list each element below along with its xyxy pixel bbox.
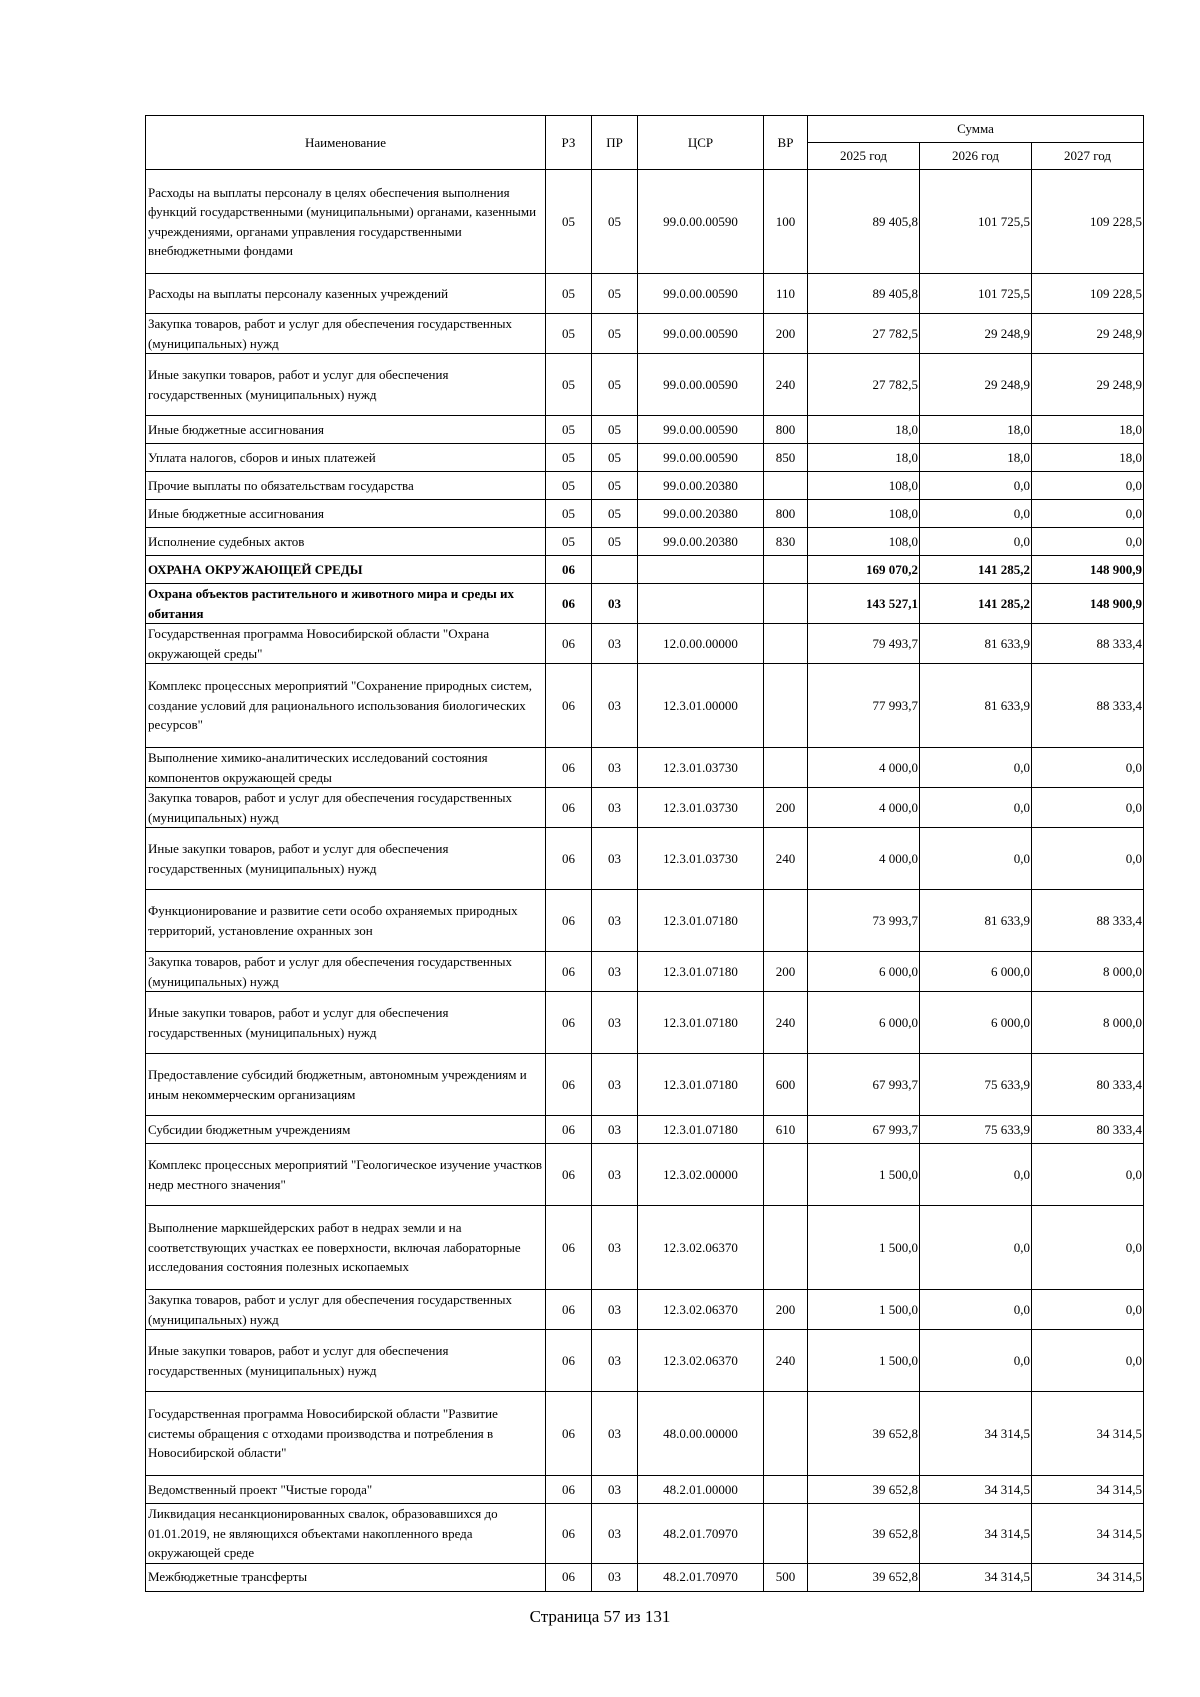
table-cell-2025: 27 782,5 — [808, 314, 920, 354]
table-cell-2026: 0,0 — [920, 1330, 1032, 1392]
header-year-2027: 2027 год — [1032, 143, 1144, 170]
table-row — [146, 556, 1144, 584]
table-cell-pr: 03 — [592, 992, 638, 1054]
table-cell-2026: 0,0 — [920, 1290, 1032, 1330]
table-cell-rz: 05 — [546, 528, 592, 556]
table-cell-csr: 99.0.00.00590 — [638, 274, 764, 314]
table-cell-pr: 03 — [592, 1054, 638, 1116]
table-cell-pr: 03 — [592, 1144, 638, 1206]
table-cell-rz: 06 — [546, 1476, 592, 1504]
table-cell-2025: 1 500,0 — [808, 1144, 920, 1206]
table-cell-name: Выполнение маркшейдерских работ в недрах земли и на соответствующих участках ее поверхности, включая лабораторные исследования состояния полезных ископаемых — [146, 1206, 546, 1290]
table-cell-pr: 05 — [592, 416, 638, 444]
table-cell-csr: 12.3.01.07180 — [638, 992, 764, 1054]
table-cell-name: Закупка товаров, работ и услуг для обеспечения государственных (муниципальных) нужд — [146, 314, 546, 354]
table-row — [146, 444, 1144, 472]
table-row — [146, 788, 1144, 828]
table-cell-vr: 240 — [764, 828, 808, 890]
table-cell-csr: 12.3.02.00000 — [638, 1144, 764, 1206]
table-row — [146, 528, 1144, 556]
table-cell-csr: 12.3.01.07180 — [638, 1054, 764, 1116]
table-cell-name: Межбюджетные трансферты — [146, 1563, 546, 1591]
table-cell-csr: 12.3.02.06370 — [638, 1290, 764, 1330]
table-cell-pr: 05 — [592, 472, 638, 500]
table-cell-name: Предоставление субсидий бюджетным, автономным учреждениям и иным некоммерческим организациям — [146, 1054, 546, 1116]
table-cell-2027: 109 228,5 — [1032, 170, 1144, 274]
table-row — [146, 314, 1144, 354]
header-year-2025: 2025 год — [808, 143, 920, 170]
table-cell-pr: 03 — [592, 624, 638, 664]
table-cell-vr: 610 — [764, 1116, 808, 1144]
page-number: Страница 57 из 131 — [529, 1607, 671, 1626]
table-cell-pr: 03 — [592, 1392, 638, 1476]
table-cell-csr: 99.0.00.20380 — [638, 500, 764, 528]
table-cell-csr: 99.0.00.20380 — [638, 528, 764, 556]
table-cell-2027: 34 314,5 — [1032, 1476, 1144, 1504]
table-cell-2025: 4 000,0 — [808, 828, 920, 890]
table-cell-pr: 05 — [592, 528, 638, 556]
table-cell-2025: 39 652,8 — [808, 1504, 920, 1564]
table-cell-pr: 05 — [592, 274, 638, 314]
table-cell-vr: 830 — [764, 528, 808, 556]
table-cell-2025: 143 527,1 — [808, 584, 920, 624]
table-cell-rz: 06 — [546, 1144, 592, 1206]
table-cell-csr: 12.3.02.06370 — [638, 1330, 764, 1392]
header-year-2026: 2026 год — [920, 143, 1032, 170]
table-cell-vr — [764, 1504, 808, 1564]
table-cell-name: Закупка товаров, работ и услуг для обеспечения государственных (муниципальных) нужд — [146, 1290, 546, 1330]
table-cell-pr: 03 — [592, 748, 638, 788]
table-cell-name: Закупка товаров, работ и услуг для обеспечения государственных (муниципальных) нужд — [146, 952, 546, 992]
table-cell-2027: 88 333,4 — [1032, 664, 1144, 748]
table-cell-name: Иные закупки товаров, работ и услуг для обеспечения государственных (муниципальных) нужд — [146, 354, 546, 416]
table-cell-csr: 12.3.01.03730 — [638, 828, 764, 890]
header-sum: Сумма — [808, 116, 1144, 143]
table-cell-name: Ведомственный проект "Чистые города" — [146, 1476, 546, 1504]
table-cell-vr: 200 — [764, 952, 808, 992]
table-cell-2026: 29 248,9 — [920, 314, 1032, 354]
table-cell-rz: 06 — [546, 1054, 592, 1116]
table-cell-name: Функционирование и развитие сети особо охраняемых природных территорий, установление охранных зон — [146, 890, 546, 952]
table-cell-2026: 0,0 — [920, 500, 1032, 528]
table-cell-rz: 06 — [546, 1392, 592, 1476]
table-row — [146, 1392, 1144, 1476]
table-cell-vr: 800 — [764, 500, 808, 528]
table-cell-2027: 34 314,5 — [1032, 1392, 1144, 1476]
table-cell-csr: 48.2.01.70970 — [638, 1504, 764, 1564]
table-cell-rz: 06 — [546, 624, 592, 664]
table-row — [146, 354, 1144, 416]
table-cell-vr — [764, 664, 808, 748]
table-cell-vr: 240 — [764, 354, 808, 416]
table-cell-vr — [764, 1476, 808, 1504]
table-cell-2027: 0,0 — [1032, 1206, 1144, 1290]
table-cell-csr: 12.3.01.07180 — [638, 952, 764, 992]
table-cell-pr: 05 — [592, 170, 638, 274]
table-cell-pr: 03 — [592, 1290, 638, 1330]
table-cell-2027: 88 333,4 — [1032, 890, 1144, 952]
table-cell-vr: 240 — [764, 1330, 808, 1392]
table-cell-name: Государственная программа Новосибирской области "Развитие системы обращения с отходами производства и потребления в Новосибирской области" — [146, 1392, 546, 1476]
table-cell-2026: 81 633,9 — [920, 624, 1032, 664]
table-cell-csr: 48.2.01.70970 — [638, 1563, 764, 1591]
table-cell-2027: 148 900,9 — [1032, 584, 1144, 624]
table-cell-rz: 05 — [546, 314, 592, 354]
table-cell-vr — [764, 472, 808, 500]
table-cell-name: Комплекс процессных мероприятий "Сохранение природных систем, создание условий для рационального использования биологических ресурсов" — [146, 664, 546, 748]
table-cell-rz: 06 — [546, 664, 592, 748]
table-cell-2025: 79 493,7 — [808, 624, 920, 664]
table-cell-rz: 06 — [546, 1206, 592, 1290]
table-cell-2025: 73 993,7 — [808, 890, 920, 952]
table-cell-vr — [764, 584, 808, 624]
table-cell-pr: 03 — [592, 1563, 638, 1591]
header-pr: ПР — [592, 116, 638, 170]
table-cell-vr: 200 — [764, 1290, 808, 1330]
table-cell-name: Ликвидация несанкционированных свалок, образовавшихся до 01.01.2019, не являющихся объектами накопленного вреда окружающей среде — [146, 1504, 546, 1564]
table-cell-vr: 850 — [764, 444, 808, 472]
table-cell-2025: 89 405,8 — [808, 170, 920, 274]
table-cell-vr — [764, 1206, 808, 1290]
table-cell-rz: 06 — [546, 1563, 592, 1591]
table-cell-vr: 600 — [764, 1054, 808, 1116]
table-cell-2027: 0,0 — [1032, 1330, 1144, 1392]
table-cell-2025: 39 652,8 — [808, 1392, 920, 1476]
table-cell-2027: 109 228,5 — [1032, 274, 1144, 314]
table-cell-csr — [638, 556, 764, 584]
table-cell-2026: 18,0 — [920, 444, 1032, 472]
table-cell-rz: 06 — [546, 890, 592, 952]
header-name: Наименование — [146, 116, 546, 170]
table-cell-2025: 39 652,8 — [808, 1476, 920, 1504]
table-row — [146, 416, 1144, 444]
table-cell-2025: 6 000,0 — [808, 992, 920, 1054]
table-cell-2026: 0,0 — [920, 828, 1032, 890]
table-cell-2027: 34 314,5 — [1032, 1563, 1144, 1591]
table-cell-vr — [764, 624, 808, 664]
table-cell-pr: 03 — [592, 1330, 638, 1392]
table-cell-2025: 6 000,0 — [808, 952, 920, 992]
table-cell-2025: 1 500,0 — [808, 1290, 920, 1330]
table-cell-2026: 0,0 — [920, 472, 1032, 500]
table-cell-rz: 06 — [546, 992, 592, 1054]
table-row — [146, 274, 1144, 314]
table-cell-2025: 169 070,2 — [808, 556, 920, 584]
table-cell-2026: 141 285,2 — [920, 584, 1032, 624]
table-cell-name: Расходы на выплаты персоналу казенных учреждений — [146, 274, 546, 314]
table-cell-2026: 141 285,2 — [920, 556, 1032, 584]
header-rz: РЗ — [546, 116, 592, 170]
table-cell-pr: 05 — [592, 444, 638, 472]
table-cell-name: Иные закупки товаров, работ и услуг для обеспечения государственных (муниципальных) нужд — [146, 1330, 546, 1392]
table-cell-csr: 48.2.01.00000 — [638, 1476, 764, 1504]
table-cell-2026: 34 314,5 — [920, 1392, 1032, 1476]
table-body — [146, 170, 1144, 1592]
table-cell-2026: 101 725,5 — [920, 170, 1032, 274]
table-cell-rz: 06 — [546, 748, 592, 788]
table-cell-2027: 0,0 — [1032, 528, 1144, 556]
table-cell-csr: 12.3.01.07180 — [638, 1116, 764, 1144]
table-cell-2025: 18,0 — [808, 416, 920, 444]
table-cell-2027: 80 333,4 — [1032, 1054, 1144, 1116]
table-cell-2027: 80 333,4 — [1032, 1116, 1144, 1144]
header-vr: ВР — [764, 116, 808, 170]
table-cell-pr: 03 — [592, 664, 638, 748]
table-cell-csr: 12.3.01.03730 — [638, 748, 764, 788]
table-row — [146, 500, 1144, 528]
table-row — [146, 1563, 1144, 1591]
table-cell-csr: 12.3.02.06370 — [638, 1206, 764, 1290]
table-cell-pr: 03 — [592, 952, 638, 992]
table-cell-2025: 39 652,8 — [808, 1563, 920, 1591]
table-cell-2025: 4 000,0 — [808, 748, 920, 788]
table-row — [146, 1116, 1144, 1144]
table-cell-vr — [764, 1392, 808, 1476]
table-cell-name: Государственная программа Новосибирской области "Охрана окружающей среды" — [146, 624, 546, 664]
table-cell-2027: 0,0 — [1032, 828, 1144, 890]
table-row — [146, 1206, 1144, 1290]
table-cell-csr: 12.3.01.03730 — [638, 788, 764, 828]
table-cell-2026: 34 314,5 — [920, 1476, 1032, 1504]
table-cell-pr: 05 — [592, 354, 638, 416]
table-cell-csr: 99.0.00.00590 — [638, 170, 764, 274]
table-cell-2026: 0,0 — [920, 788, 1032, 828]
table-row — [146, 624, 1144, 664]
table-row — [146, 890, 1144, 952]
table-cell-pr: 03 — [592, 788, 638, 828]
table-cell-2026: 81 633,9 — [920, 664, 1032, 748]
table-cell-csr: 99.0.00.00590 — [638, 444, 764, 472]
table-cell-name: Закупка товаров, работ и услуг для обеспечения государственных (муниципальных) нужд — [146, 788, 546, 828]
table-row — [146, 472, 1144, 500]
table-cell-2027: 34 314,5 — [1032, 1504, 1144, 1564]
table-cell-pr: 03 — [592, 890, 638, 952]
table-cell-2025: 27 782,5 — [808, 354, 920, 416]
table-cell-2026: 34 314,5 — [920, 1504, 1032, 1564]
table-cell-pr: 03 — [592, 828, 638, 890]
table-cell-2025: 89 405,8 — [808, 274, 920, 314]
table-cell-rz: 06 — [546, 1504, 592, 1564]
table-cell-rz: 05 — [546, 444, 592, 472]
table-cell-2027: 0,0 — [1032, 1144, 1144, 1206]
table-cell-vr: 110 — [764, 274, 808, 314]
table-row — [146, 1504, 1144, 1564]
table-row — [146, 1290, 1144, 1330]
table-cell-name: Прочие выплаты по обязательствам государства — [146, 472, 546, 500]
table-cell-name: Охрана объектов растительного и животного мира и среды их обитания — [146, 584, 546, 624]
table-cell-2027: 88 333,4 — [1032, 624, 1144, 664]
table-cell-2025: 4 000,0 — [808, 788, 920, 828]
table-cell-2027: 0,0 — [1032, 500, 1144, 528]
table-cell-2027: 18,0 — [1032, 444, 1144, 472]
table-cell-name: Выполнение химико-аналитических исследований состояния компонентов окружающей среды — [146, 748, 546, 788]
table-row — [146, 1144, 1144, 1206]
table-cell-vr: 800 — [764, 416, 808, 444]
table-cell-rz: 06 — [546, 952, 592, 992]
table-cell-vr: 200 — [764, 314, 808, 354]
table-row — [146, 748, 1144, 788]
table-row — [146, 584, 1144, 624]
table-cell-csr: 48.0.00.00000 — [638, 1392, 764, 1476]
table-row — [146, 1330, 1144, 1392]
table-cell-2026: 75 633,9 — [920, 1116, 1032, 1144]
table-cell-2026: 75 633,9 — [920, 1054, 1032, 1116]
table-cell-vr — [764, 556, 808, 584]
table-cell-csr: 99.0.00.00590 — [638, 354, 764, 416]
table-cell-csr: 99.0.00.00590 — [638, 314, 764, 354]
table-cell-2027: 18,0 — [1032, 416, 1144, 444]
table-cell-vr: 200 — [764, 788, 808, 828]
table-cell-2027: 0,0 — [1032, 788, 1144, 828]
table-cell-2025: 18,0 — [808, 444, 920, 472]
table-cell-pr: 03 — [592, 1206, 638, 1290]
table-cell-csr: 12.3.01.00000 — [638, 664, 764, 748]
table-cell-rz: 05 — [546, 354, 592, 416]
table-row — [146, 1476, 1144, 1504]
table-cell-rz: 06 — [546, 1330, 592, 1392]
table-cell-2027: 29 248,9 — [1032, 314, 1144, 354]
table-cell-2027: 0,0 — [1032, 1290, 1144, 1330]
table-cell-csr: 12.3.01.07180 — [638, 890, 764, 952]
table-cell-2026: 6 000,0 — [920, 952, 1032, 992]
table-row — [146, 992, 1144, 1054]
table-cell-pr: 03 — [592, 584, 638, 624]
table-cell-rz: 06 — [546, 584, 592, 624]
table-cell-csr — [638, 584, 764, 624]
table-cell-2026: 0,0 — [920, 528, 1032, 556]
table-cell-2027: 29 248,9 — [1032, 354, 1144, 416]
table-cell-2025: 67 993,7 — [808, 1116, 920, 1144]
table-cell-vr: 500 — [764, 1563, 808, 1591]
table-cell-name: Иные закупки товаров, работ и услуг для обеспечения государственных (муниципальных) нужд — [146, 828, 546, 890]
table-cell-2026: 6 000,0 — [920, 992, 1032, 1054]
table-cell-pr: 03 — [592, 1504, 638, 1564]
table-cell-name: ОХРАНА ОКРУЖАЮЩЕЙ СРЕДЫ — [146, 556, 546, 584]
table-row — [146, 1054, 1144, 1116]
table-cell-name: Расходы на выплаты персоналу в целях обеспечения выполнения функций государственными (муниципальными) органами, казенными учреждениями, органами управления государственными внебюджетными фондами — [146, 170, 546, 274]
header-csr: ЦСР — [638, 116, 764, 170]
table-cell-vr — [764, 1144, 808, 1206]
table-row — [146, 952, 1144, 992]
table-cell-2025: 77 993,7 — [808, 664, 920, 748]
table-cell-name: Уплата налогов, сборов и иных платежей — [146, 444, 546, 472]
table-cell-pr: 05 — [592, 500, 638, 528]
table-cell-2025: 108,0 — [808, 500, 920, 528]
table-cell-name: Субсидии бюджетным учреждениям — [146, 1116, 546, 1144]
table-cell-vr: 100 — [764, 170, 808, 274]
table-cell-rz: 05 — [546, 274, 592, 314]
table-cell-name: Иные бюджетные ассигнования — [146, 416, 546, 444]
table-cell-pr: 05 — [592, 314, 638, 354]
table-cell-2025: 108,0 — [808, 472, 920, 500]
table-cell-2026: 29 248,9 — [920, 354, 1032, 416]
table-cell-name: Иные бюджетные ассигнования — [146, 500, 546, 528]
table-row — [146, 828, 1144, 890]
table-cell-name: Иные закупки товаров, работ и услуг для обеспечения государственных (муниципальных) нужд — [146, 992, 546, 1054]
table-row — [146, 170, 1144, 274]
table-cell-2026: 18,0 — [920, 416, 1032, 444]
table-row — [146, 664, 1144, 748]
table-cell-name: Комплекс процессных мероприятий "Геологическое изучение участков недр местного значения" — [146, 1144, 546, 1206]
table-cell-2027: 8 000,0 — [1032, 992, 1144, 1054]
table-cell-vr: 240 — [764, 992, 808, 1054]
table-cell-rz: 06 — [546, 828, 592, 890]
table-cell-2027: 148 900,9 — [1032, 556, 1144, 584]
table-cell-2026: 101 725,5 — [920, 274, 1032, 314]
table-cell-2026: 0,0 — [920, 1206, 1032, 1290]
table-cell-vr — [764, 748, 808, 788]
table-cell-rz: 06 — [546, 1290, 592, 1330]
table-cell-2027: 0,0 — [1032, 748, 1144, 788]
table-cell-2025: 67 993,7 — [808, 1054, 920, 1116]
budget-table — [145, 115, 1144, 1592]
table-cell-vr — [764, 890, 808, 952]
table-cell-rz: 06 — [546, 556, 592, 584]
table-cell-pr — [592, 556, 638, 584]
table-cell-rz: 05 — [546, 170, 592, 274]
table-cell-2026: 81 633,9 — [920, 890, 1032, 952]
table-cell-csr: 99.0.00.00590 — [638, 416, 764, 444]
table-cell-pr: 03 — [592, 1116, 638, 1144]
table-cell-csr: 12.0.00.00000 — [638, 624, 764, 664]
table-cell-rz: 06 — [546, 1116, 592, 1144]
table-cell-2026: 0,0 — [920, 748, 1032, 788]
table-cell-2026: 34 314,5 — [920, 1563, 1032, 1591]
table-cell-rz: 05 — [546, 416, 592, 444]
table-cell-pr: 03 — [592, 1476, 638, 1504]
table-cell-rz: 05 — [546, 500, 592, 528]
table-cell-2026: 0,0 — [920, 1144, 1032, 1206]
table-cell-rz: 06 — [546, 788, 592, 828]
table-cell-2027: 0,0 — [1032, 472, 1144, 500]
table-cell-2025: 108,0 — [808, 528, 920, 556]
table-cell-2025: 1 500,0 — [808, 1330, 920, 1392]
table-cell-2025: 1 500,0 — [808, 1206, 920, 1290]
table-cell-rz: 05 — [546, 472, 592, 500]
table-cell-name: Исполнение судебных актов — [146, 528, 546, 556]
table-cell-2027: 8 000,0 — [1032, 952, 1144, 992]
table-cell-csr: 99.0.00.20380 — [638, 472, 764, 500]
